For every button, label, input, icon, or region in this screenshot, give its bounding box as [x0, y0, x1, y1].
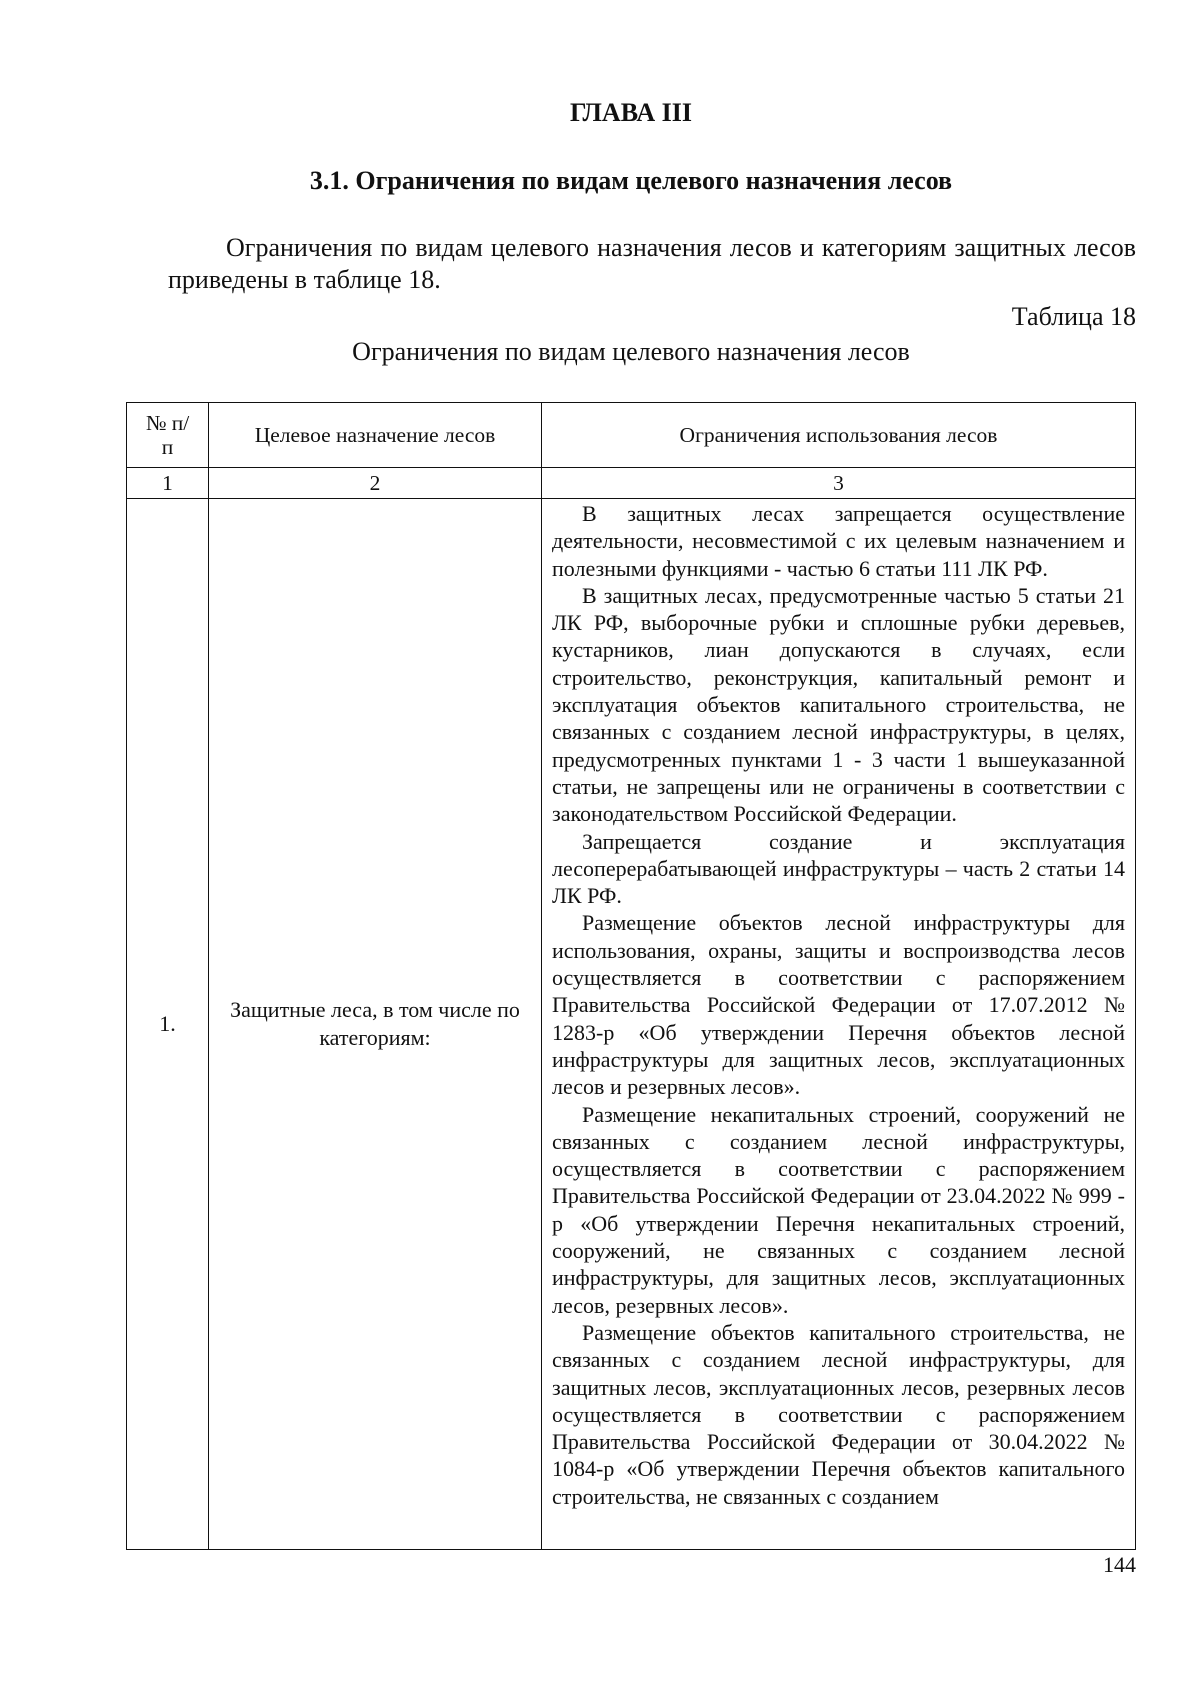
- column-number: 2: [209, 468, 542, 499]
- header-purpose: Целевое назначение лесов: [209, 403, 542, 468]
- table-caption: Ограничения по видам целевого назначения лесов: [352, 337, 910, 366]
- restriction-paragraph: Размещение объектов лесной инфраструктуры для использования, охраны, защиты и воспроизводства лесов осуществляется в соответствии с распоряжением Правительства Российской Федерации от 17.07.2012 № 1283-р «Об утверждении Перечня объектов лесной инфраструктуры для защитных лесов, эксплуатационных лесов и резервных лесов».: [552, 910, 1125, 1100]
- restrictions-text: [542, 499, 1135, 1546]
- restrictions-table: [126, 402, 1136, 1550]
- chapter-title: ГЛАВА III: [569, 98, 693, 127]
- header-num: [127, 403, 209, 468]
- restriction-paragraph: В защитных лесах, предусмотренные частью 5 статьи 21 ЛК РФ, выборочные рубки и сплошные рубки деревьев, кустарников, лиан допускаются в случаях, если строительство, реконструкция, капитальный ремонт и эксплуатация объектов капитального строительства, не связанных с созданием лесной инфраструктуры, в целях, предусмотренных пунктами 1 - 3 части 1 вышеуказанной статьи, не запрещены или не ограничены в соответствии с законодательством Российской Федерации.: [552, 582, 1125, 827]
- header-restrictions: Ограничения использования лесов: [542, 403, 1136, 468]
- table-row: [127, 499, 1136, 1550]
- row-number: 1.: [127, 499, 209, 1550]
- restriction-paragraph: В защитных лесах запрещается осуществление деятельности, несовместимой с их целевым назначением и полезными функциями - частью 6 статьи 111 ЛК РФ.: [552, 501, 1125, 581]
- intro-paragraph: Ограничения по видам целевого назначения лесов и категориям защитных лесов приведены в таблице 18.: [168, 233, 1136, 294]
- restriction-paragraph: Размещение объектов капитального строительства, не связанных с созданием лесной инфраструктуры, для защитных лесов, эксплуатационных лесов, резервных лесов осуществляется в соответствии с распоряжением Правительства Российской Федерации от 30.04.2022 № 1084-р «Об утверждении Перечня объектов капитального строительства, не связанных с созданием: [552, 1319, 1125, 1509]
- page-number: 144: [1103, 1552, 1136, 1577]
- column-number: 1: [127, 468, 209, 499]
- table-header-row: [127, 403, 1136, 468]
- section-title: 3.1. Ограничения по видам целевого назначения лесов: [309, 166, 953, 195]
- table-label: Таблица 18: [1011, 302, 1136, 331]
- restriction-paragraph: Размещение некапитальных строений, сооружений не связанных с созданием лесной инфраструктуры, осуществляется в соответствии с распоряжением Правительства Российской Федерации от 23.04.2022 № 999 - р «Об утверждении Перечня некапитальных строений, сооружений, не связанных с созданием лесной инфраструктуры, для защитных лесов, эксплуатационных лесов, резервных лесов».: [552, 1101, 1125, 1318]
- column-number-row: [127, 468, 1136, 499]
- column-number: 3: [542, 468, 1136, 499]
- header-num-label: № п/п: [145, 411, 190, 459]
- row-restrictions: [542, 499, 1136, 1550]
- restriction-paragraph: Запрещается создание и эксплуатация лесоперерабатывающей инфраструктуры – часть 2 статьи 14 ЛК РФ.: [552, 828, 1125, 909]
- row-purpose: Защитные леса, в том числе по категориям:: [209, 499, 542, 1550]
